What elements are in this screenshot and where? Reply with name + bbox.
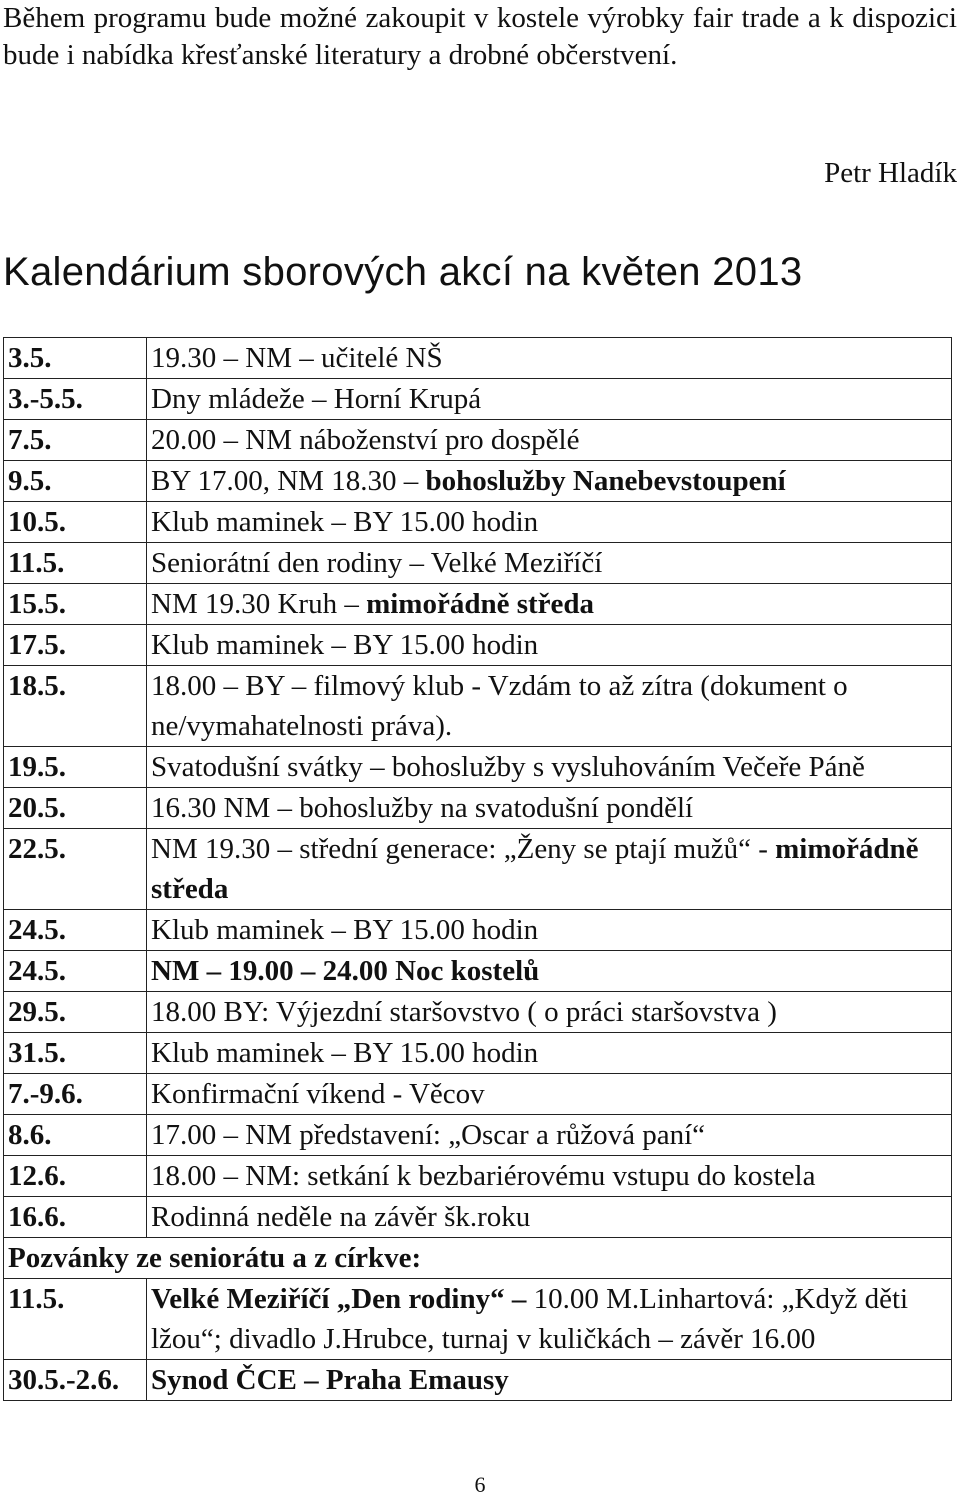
table-row — [4, 543, 952, 584]
table-row — [4, 420, 952, 461]
event-date: 18.5. — [4, 666, 147, 747]
event-description — [147, 829, 952, 910]
event-description: 17.00 – NM představení: „Oscar a růžová paní“ — [147, 1115, 952, 1156]
table-row — [4, 829, 952, 910]
event-description-bold: NM – 19.00 – 24.00 Noc kostelů — [151, 955, 540, 987]
event-description-bold: mimořádně středa — [151, 833, 919, 905]
event-date: 22.5. — [4, 829, 147, 910]
event-date: 11.5. — [4, 543, 147, 584]
table-row — [4, 747, 952, 788]
event-description-bold: mimořádně středa — [366, 588, 595, 620]
table-row — [4, 666, 952, 747]
event-date: 7.5. — [4, 420, 147, 461]
event-description: Seniorátní den rodiny – Velké Meziříčí — [147, 543, 952, 584]
table-row — [4, 910, 952, 951]
table-row — [4, 1074, 952, 1115]
event-description-text: NM 19.30 Kruh – — [151, 588, 367, 620]
event-date: 31.5. — [4, 1033, 147, 1074]
event-description: 19.30 – NM – učitelé NŠ — [147, 338, 952, 379]
event-description — [147, 584, 952, 625]
table-row — [4, 1360, 952, 1401]
event-description-text: 10.00 M.Linhartová: „Když děti lžou“; divadlo J.Hrubce, turnaj v kuličkách – závěr 16.00 — [151, 1283, 909, 1355]
table-row — [4, 461, 952, 502]
event-date: 8.6. — [4, 1115, 147, 1156]
event-description: 16.30 NM – bohoslužby na svatodušní pondělí — [147, 788, 952, 829]
event-description: Klub maminek – BY 15.00 hodin — [147, 625, 952, 666]
event-description — [147, 951, 952, 992]
calendar-table — [3, 337, 952, 1401]
event-date: 17.5. — [4, 625, 147, 666]
event-description: Rodinná neděle na závěr šk.roku — [147, 1197, 952, 1238]
event-description: Klub maminek – BY 15.00 hodin — [147, 1033, 952, 1074]
event-date: 24.5. — [4, 910, 147, 951]
table-row — [4, 1115, 952, 1156]
event-date: 10.5. — [4, 502, 147, 543]
event-description: 18.00 – NM: setkání k bezbariérovému vstupu do kostela — [147, 1156, 952, 1197]
table-row — [4, 1197, 952, 1238]
event-date: 15.5. — [4, 584, 147, 625]
page-number: 6 — [474, 1472, 486, 1497]
event-description-text: NM 19.30 – střední generace: „Ženy se ptají mužů“ - — [151, 833, 776, 865]
event-description — [147, 461, 952, 502]
section-title: Pozvánky ze seniorátu a z církve: — [4, 1238, 952, 1279]
event-description: 18.00 BY: Výjezdní staršovstvo ( o práci staršovstva ) — [147, 992, 952, 1033]
event-date: 30.5.-2.6. — [4, 1360, 147, 1401]
table-row — [4, 625, 952, 666]
event-date: 3.5. — [4, 338, 147, 379]
event-date: 9.5. — [4, 461, 147, 502]
section-header-row — [4, 1238, 952, 1279]
table-row — [4, 1033, 952, 1074]
table-row — [4, 1279, 952, 1360]
event-description-text: BY 17.00, NM 18.30 – — [151, 465, 426, 497]
event-date: 11.5. — [4, 1279, 147, 1360]
table-row — [4, 951, 952, 992]
event-date: 29.5. — [4, 992, 147, 1033]
table-row — [4, 584, 952, 625]
event-date: 12.6. — [4, 1156, 147, 1197]
event-date: 3.-5.5. — [4, 379, 147, 420]
event-date: 7.-9.6. — [4, 1074, 147, 1115]
table-row — [4, 338, 952, 379]
event-description-bold: Velké Meziříčí „Den rodiny“ – — [151, 1283, 534, 1315]
event-description: Konfirmační víkend - Věcov — [147, 1074, 952, 1115]
table-row — [4, 379, 952, 420]
event-description: Klub maminek – BY 15.00 hodin — [147, 502, 952, 543]
event-date: 16.6. — [4, 1197, 147, 1238]
table-row — [4, 1156, 952, 1197]
event-date: 19.5. — [4, 747, 147, 788]
intro-paragraph: Během programu bude možné zakoupit v kostele výrobky fair trade a k dispozici bude i nabídka křesťanské literatury a drobné občerstvení. — [3, 2, 957, 71]
event-description: 20.00 – NM náboženství pro dospělé — [147, 420, 952, 461]
event-description — [147, 1360, 952, 1401]
table-row — [4, 502, 952, 543]
event-description — [147, 1279, 952, 1360]
event-description-bold: bohoslužby Nanebevstoupení — [425, 465, 786, 497]
table-row — [4, 992, 952, 1033]
author-signature: Petr Hladík — [824, 157, 957, 189]
event-description: Svatodušní svátky – bohoslužby s vysluhováním Večeře Páně — [147, 747, 952, 788]
event-description: Klub maminek – BY 15.00 hodin — [147, 910, 952, 951]
event-description: Dny mládeže – Horní Krupá — [147, 379, 952, 420]
table-row — [4, 788, 952, 829]
event-description: 18.00 – BY – filmový klub - Vzdám to až zítra (dokument o ne/vymahatelnosti práva). — [147, 666, 952, 747]
event-description-bold: Synod ČCE – Praha Emausy — [151, 1364, 509, 1396]
event-date: 20.5. — [4, 788, 147, 829]
event-date: 24.5. — [4, 951, 147, 992]
calendar-heading: Kalendárium sborových akcí na květen 2013 — [3, 250, 803, 294]
